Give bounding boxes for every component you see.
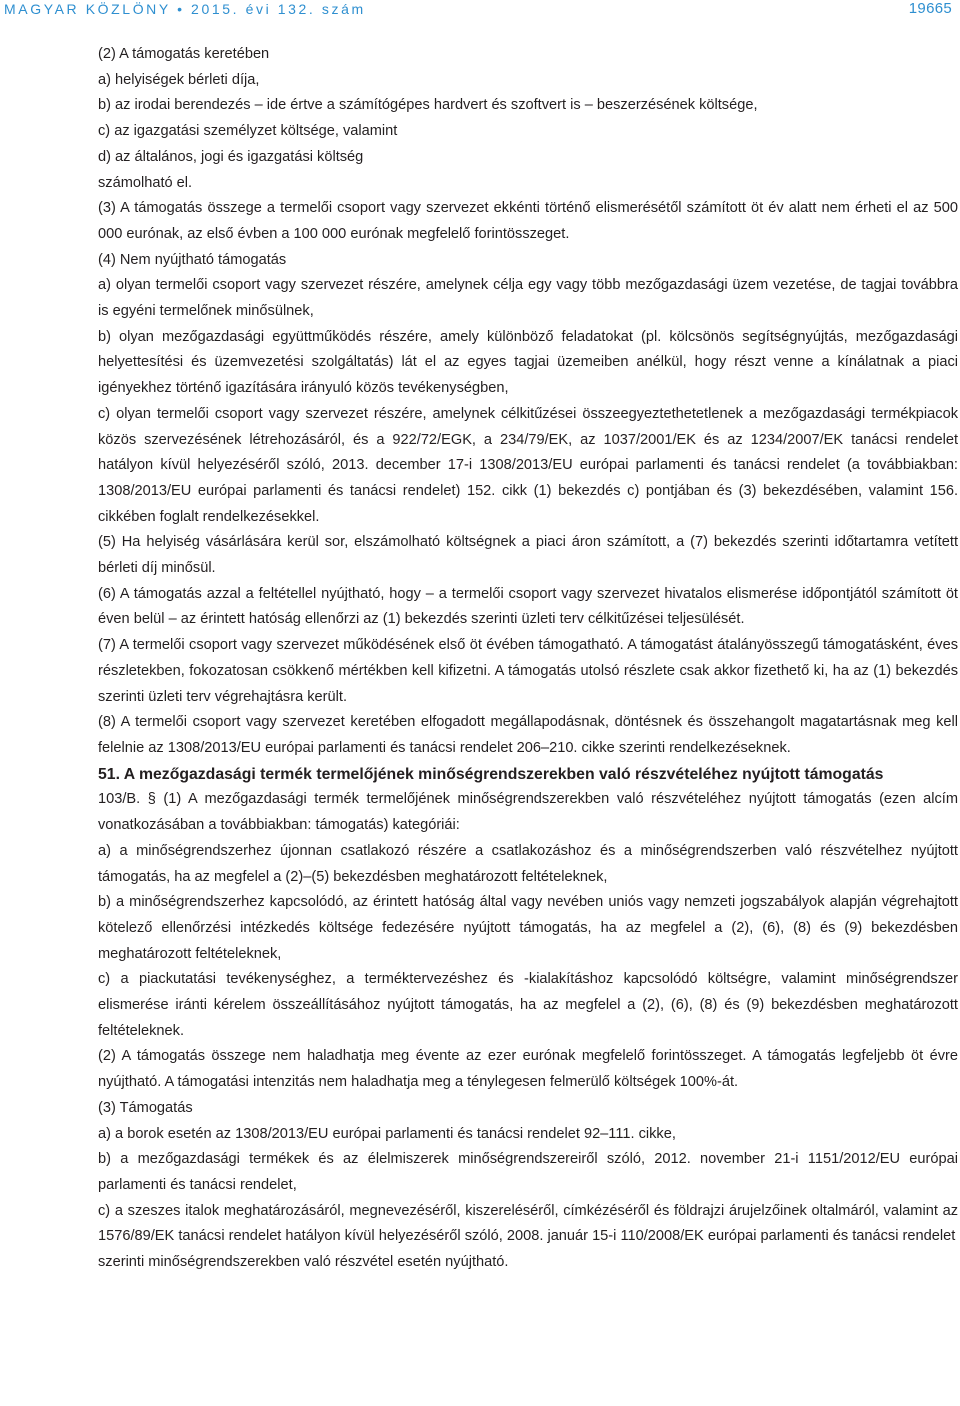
page-content — [98, 42, 958, 1276]
paragraph: (2) A támogatás keretében — [98, 46, 270, 62]
journal-title: MAGYAR KÖZLÖNY • 2015. évi 132. szám — [4, 1, 366, 17]
paragraph: (8) A termelői csoport vagy szervezet keretében elfogadott megállapodásnak, döntésnek és összehangolt magatartásnak meg kell felelnie az 1308/2013/EU európai parlamenti és tanácsi rendelet 206–210. cikke szerinti rendelkezéseknek. — [98, 714, 958, 756]
paragraph: (4) Nem nyújtható támogatás — [98, 251, 287, 268]
paragraph: c) olyan termelői csoport vagy szervezet részére, amelynek célkitűzései összeegyeztethetetlenek a mezőgazdasági termékpiacok közös szervezésének létrehozásáról, és a 922/72/EGK, a 234/79/EK, az 1037/2001/EK és az 1234/2007/EK tanácsi rendelet hatályon kívül helyezéséről szóló, 2013. december 17-i 1308/2013/EU európai parlamenti és tanácsi rendelet (a továbbiakban: 1308/2013/EU európai parlamenti és tanácsi rendelet) 152. cikk (1) bekezdés c) pontjában és (3) bekezdésében, valamint 156. cikkében foglalt rendelkezésekkel. — [98, 405, 958, 525]
paragraph: b) olyan mezőgazdasági együttműködés részére, amely különböző feladatokat (pl. kölcsönös segítségnyújtás, mezőgazdasági helyettesítési és üzemvezetési szolgáltatás) lát el az egyes tagjai üzemeiben anélkül, hogy részt venne a kínálatnak a piaci igényekhez történő igazítására irányuló közös tevékenységben, — [98, 328, 958, 397]
paragraph: szerinti minőségrendszerekben való részvétel esetén nyújtható. — [98, 1254, 509, 1271]
paragraph: (2) A támogatás összege nem haladhatja meg évente az ezer eurónak megfelelő forintösszeget. A támogatás legfeljebb öt évre nyújtható. A támogatási intenzitás nem haladhatja meg a ténylegesen felmerülő költségek 100%-át. — [98, 1048, 958, 1091]
paragraph: b) az irodai berendezés – ide értve a számítógépes hardvert és szoftvert is – beszerzésének költsége, — [98, 97, 758, 114]
paragraph: c) a szeszes italok meghatározásáról, megnevezéséről, kiszereléséről, címkézéséről és földrajzi árujelzőinek oltalmáról, valamint az 1576/89/EK tanácsi rendelet hatályon kívül helyezéséről szóló, 2008. január 15-i 110/2008/EK európai parlamenti és tanácsi rendelet — [98, 1202, 958, 1245]
section-heading: 51. A mezőgazdasági termék termelőjének minőségrendszerekben való részvételéhez nyújtott támogatás — [98, 765, 884, 783]
paragraph: (7) A termelői csoport vagy szervezet működésének első öt évében támogatható. A támogatást átalányösszegű támogatásként, éves részletekben, fokozatosan csökkenő mértékben kell kifizetni. A támogatás utolsó részlete csak akkor fizethető ki, ha az (1) bekezdés szerinti üzleti terv végrehajtásra került. — [98, 637, 958, 705]
paragraph: d) az általános, jogi és igazgatási költség — [98, 148, 364, 165]
page-number: 19665 — [908, 0, 952, 17]
paragraph: c) a piackutatási tevékenységhez, a terméktervezéshez és -kialakításhoz kapcsolódó költségre, valamint minőségrendszer elismerése iránti kérelem összeállításához nyújtott támogatás, ha az megfelel a (2), (6), (8) és (9) bekezdésben meghatározott feltételeknek. — [98, 971, 958, 1039]
paragraph: (6) A támogatás azzal a feltétellel nyújtható, hogy – a termelői csoport vagy szervezet hivatalos elismerése időpontjától számított öt éven belül – az érintett hatóság ellenőrzi az (1) bekezdés szerinti üzleti terv célkitűzései teljesülését. — [98, 585, 958, 628]
paragraph: 103/B. § (1) A mezőgazdasági termék termelőjének minőségrendszerekben való részvételéhez nyújtott támogatás (ezen alcím vonatkozásában a továbbiakban: támogatás) kategóriái: — [98, 791, 958, 834]
paragraph: számolható el. — [98, 174, 193, 191]
paragraph: (5) Ha helyiség vásárlására kerül sor, elszámolható költségnek a piaci áron számított, a (7) bekezdés szerinti időtartamra vetített bérleti díj minősül. — [98, 534, 958, 577]
paragraph: b) a minőségrendszerhez kapcsolódó, az érintett hatóság által vagy nevében uniós vagy nemzeti jogszabályok alapján végrehajtott kötelező ellenőrzési intézkedés költsége fedezésére nyújtott támogatás, ha az megfelel a (2), (6), (8) és (9) bekezdésben meghatározott feltételeknek, — [98, 894, 958, 962]
paragraph: (3) A támogatás összege a termelői csoport vagy szervezet ekkénti történő elismerésétől számított öt év alatt nem érheti el az 500 000 eurónak, az első évben a 100 000 eurónak megfelelő forintösszeget. — [98, 200, 958, 242]
paragraph: a) a minőségrendszerhez újonnan csatlakozó részére a csatlakozáshoz és a minőségrendszerben való részvételhez nyújtott támogatás, ha az megfelel a (2)–(5) bekezdésben meghatározott feltételeknek, — [98, 842, 958, 885]
paragraph: (3) Támogatás — [98, 1099, 193, 1116]
paragraph: a) helyiségek bérleti díja, — [98, 71, 260, 88]
paragraph: c) az igazgatási személyzet költsége, valamint — [98, 123, 398, 140]
paragraph: b) a mezőgazdasági termékek és az élelmiszerek minőségrendszereiről szóló, 2012. november 21-i 1151/2012/EU európai parlamenti és tanácsi rendelet, — [98, 1151, 958, 1193]
paragraph: a) a borok esetén az 1308/2013/EU európai parlamenti és tanácsi rendelet 92–111. cikke, — [98, 1125, 676, 1142]
paragraph: a) olyan termelői csoport vagy szervezet részére, amelynek célja egy vagy több mezőgazdasági üzem vezetése, de tagjai továbbra is egyéni termelőnek minősülnek, — [98, 277, 958, 320]
page-header — [4, 0, 952, 20]
